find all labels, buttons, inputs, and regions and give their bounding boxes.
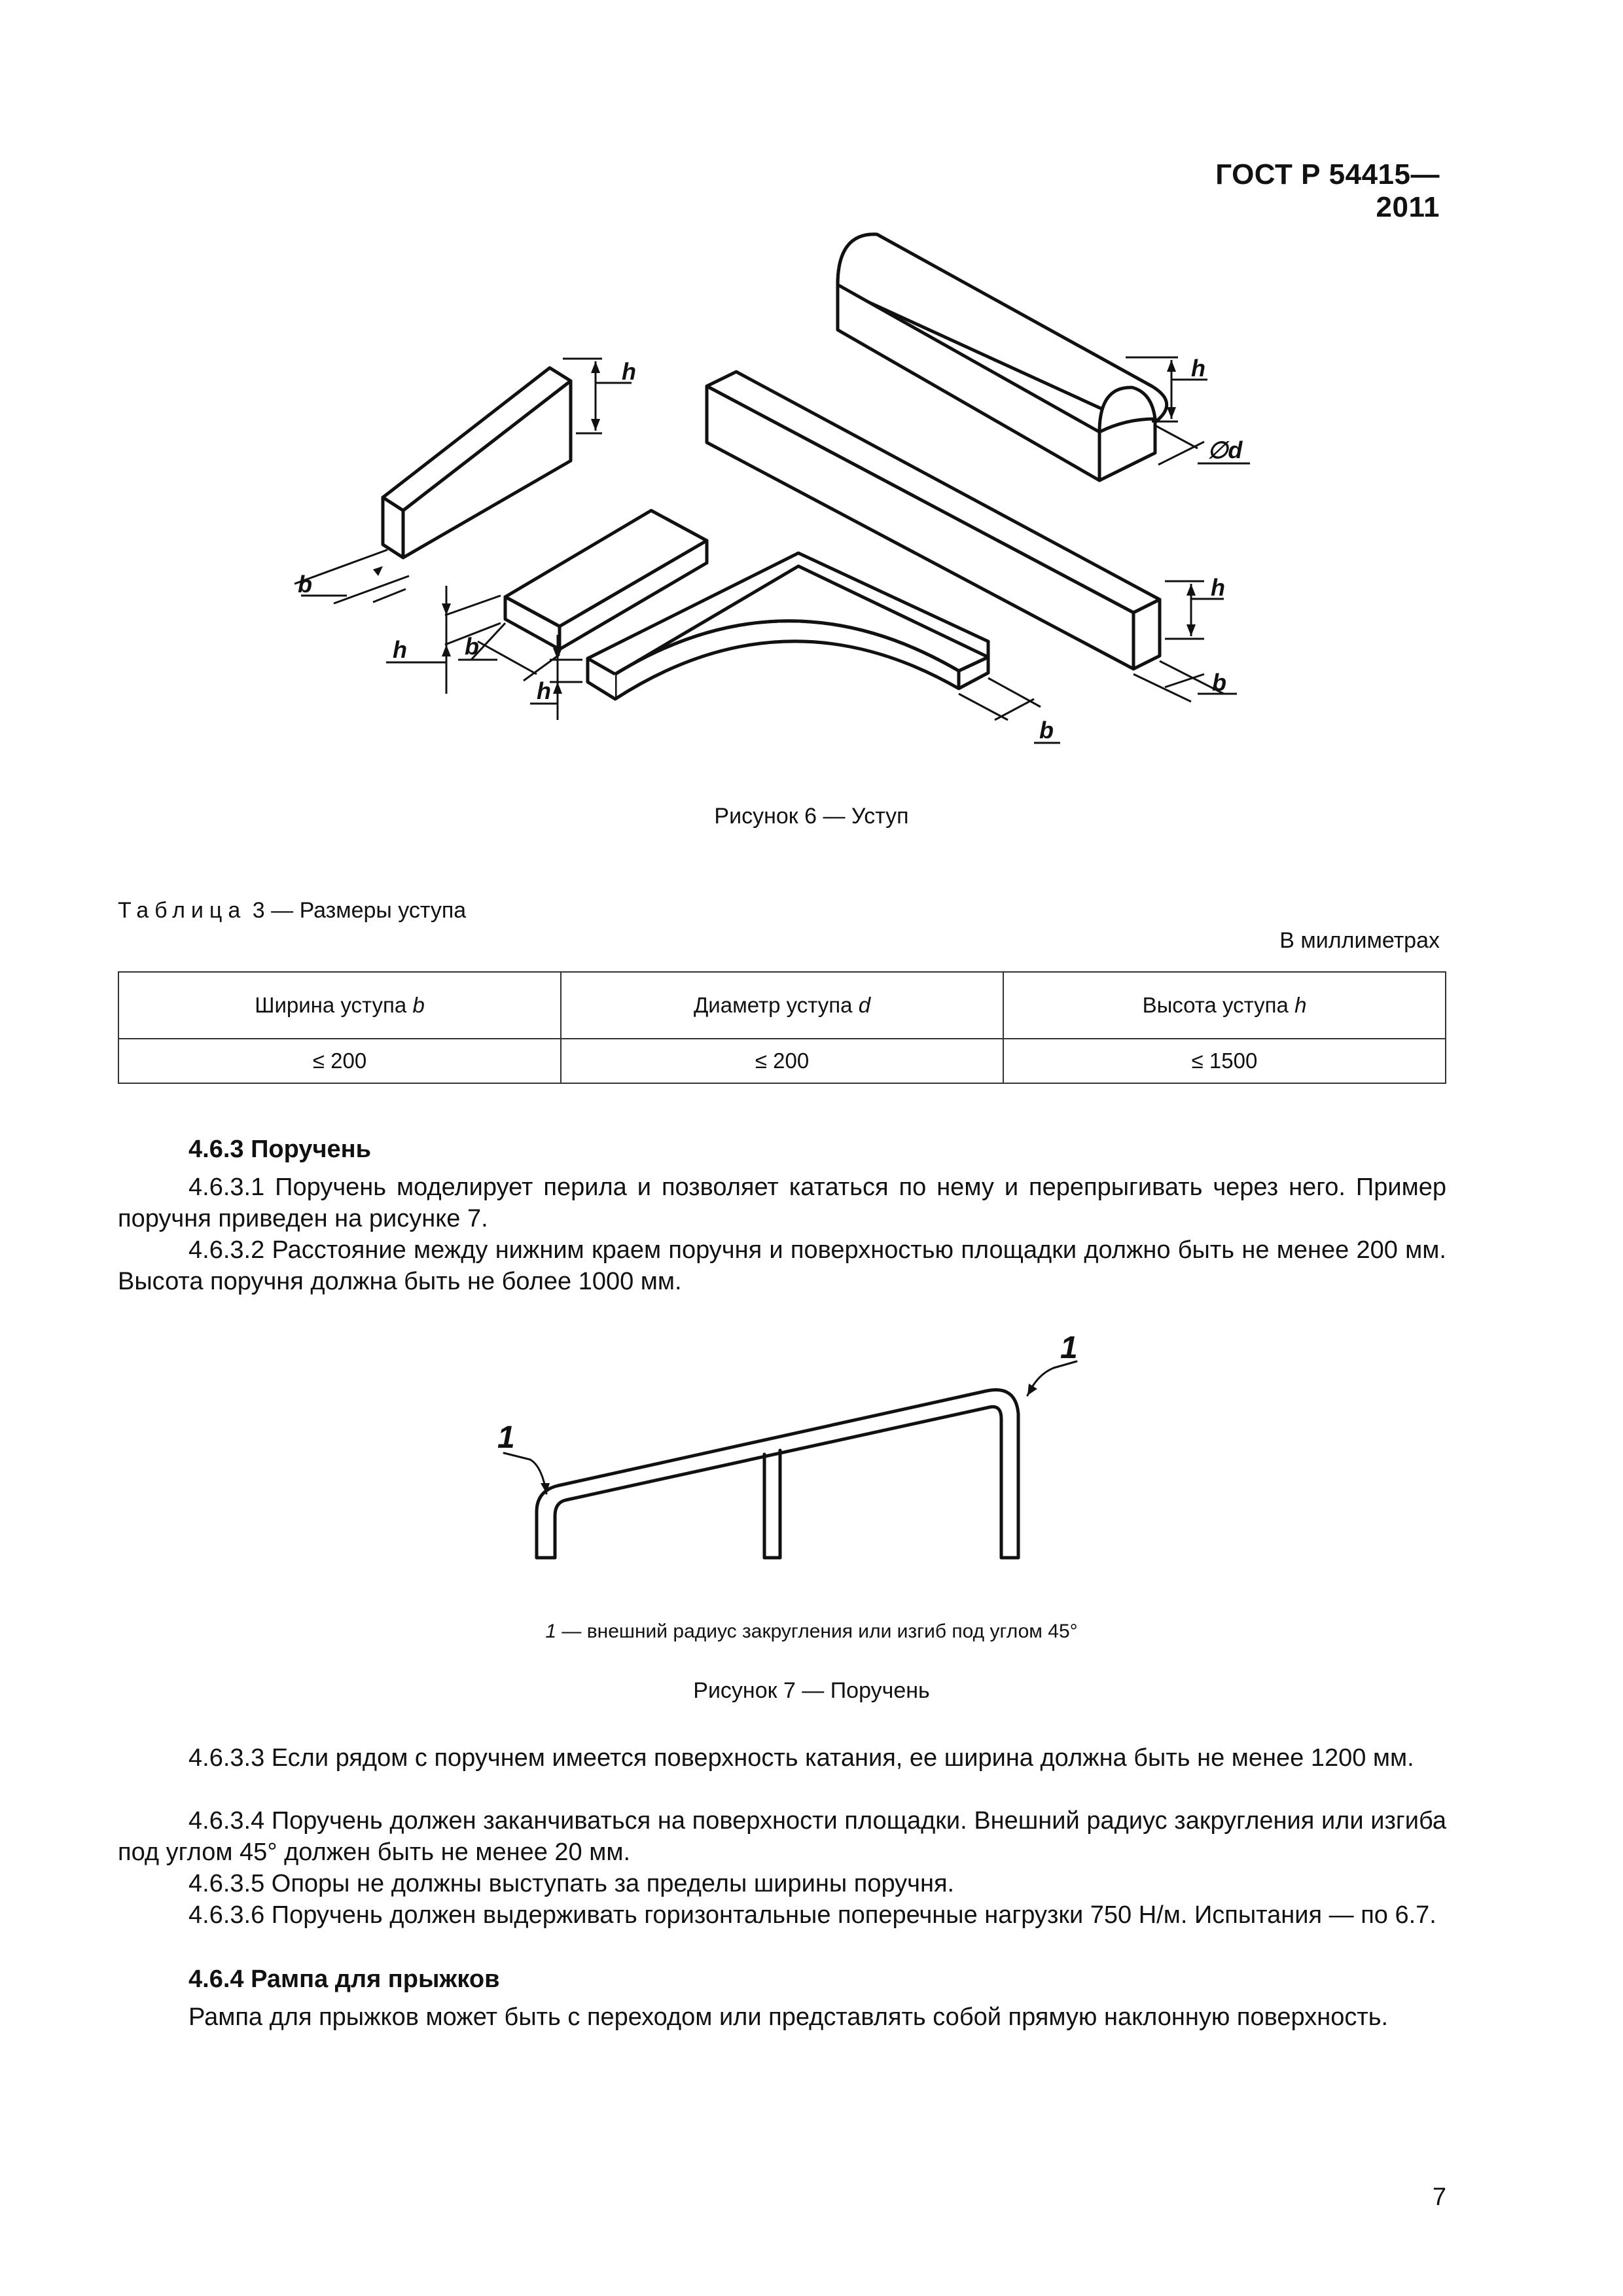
label-h-wedge: h [622, 358, 636, 385]
table-prefix: Таблица [118, 898, 247, 923]
figure-6-caption: Рисунок 6 — Уступ [714, 804, 909, 829]
paragraph-4632: 4.6.3.2 Расстояние между нижним краем поручня и поверхностью площадки должно быть не менее 200 мм. Высота поручня должна быть не более 1000 мм. [118, 1236, 1446, 1295]
page-number: 7 [1432, 2183, 1446, 2211]
table-3-title [118, 898, 466, 924]
label-h-flat: h [393, 636, 407, 663]
callout-1-right: 1 [1060, 1331, 1078, 1365]
paragraph-4636: 4.6.3.6 Поручень должен выдерживать горизонтальные поперечные нагрузки 750 Н/м. Испытания — по 6.7. [188, 1901, 1436, 1929]
document-code: ГОСТ Р 54415—2011 [1215, 158, 1440, 223]
label-h-curved: h [537, 677, 551, 704]
callout-1-left: 1 [497, 1420, 515, 1455]
label-h-rounded: h [1191, 355, 1205, 382]
label-b-wedge: b [298, 571, 312, 598]
label-b-long: b [1212, 669, 1226, 696]
value-height: ≤ 1500 [1003, 1039, 1446, 1083]
table-row [118, 1039, 1446, 1083]
figure-6-ledge-drawing [275, 223, 1296, 772]
ledge-dimensions-table [118, 971, 1446, 1084]
label-b-flat: b [465, 633, 479, 660]
paragraph-4634: 4.6.3.4 Поручень должен заканчиваться на поверхности площадки. Внешний радиус закругления или изгиба под углом 45° должен быть не менее 20 мм. [118, 1807, 1446, 1866]
paragraph-4631: 4.6.3.1 Поручень моделирует перила и позволяет кататься по нему и перепрыгивать через него. Пример поручня приведен на рисунке 7. [118, 1174, 1446, 1232]
label-d-rounded: ∅d [1207, 437, 1243, 463]
rounded-ledge-shape [838, 234, 1167, 480]
header-width: Ширина уступа b [118, 972, 561, 1039]
paragraph-464: Рампа для прыжков может быть с переходом или представлять собой прямую наклонную поверхность. [188, 2003, 1389, 2031]
section-464-heading: 4.6.4 Рампа для прыжков [188, 1965, 500, 1993]
figure-7-caption: Рисунок 7 — Поручень [693, 1678, 930, 1703]
flat-box-ledge-shape [505, 511, 707, 649]
figure-7-legend: 1 — внешний радиус закругления или изгиб под углом 45° [545, 1621, 1078, 1642]
figure-7-handrail-drawing [484, 1322, 1113, 1571]
table-units: В миллиметрах [1279, 928, 1440, 953]
header-height: Высота уступа h [1003, 972, 1446, 1039]
value-diameter: ≤ 200 [561, 1039, 1003, 1083]
wedge-ledge-shape [383, 368, 571, 558]
value-width: ≤ 200 [118, 1039, 561, 1083]
paragraph-4633: 4.6.3.3 Если рядом с поручнем имеется поверхность катания, ее ширина должна быть не менее 1200 мм. [188, 1744, 1414, 1772]
label-h-long: h [1211, 574, 1225, 601]
label-b-curved: b [1039, 717, 1054, 744]
table-header-row [118, 972, 1446, 1039]
table-title-text: 3 — Размеры уступа [252, 898, 467, 923]
header-diameter: Диаметр уступа d [561, 972, 1003, 1039]
paragraph-4635: 4.6.3.5 Опоры не должны выступать за пределы ширины поручня. [188, 1870, 955, 1897]
section-463-heading: 4.6.3 Поручень [188, 1136, 371, 1163]
handrail-shape [537, 1390, 1018, 1558]
